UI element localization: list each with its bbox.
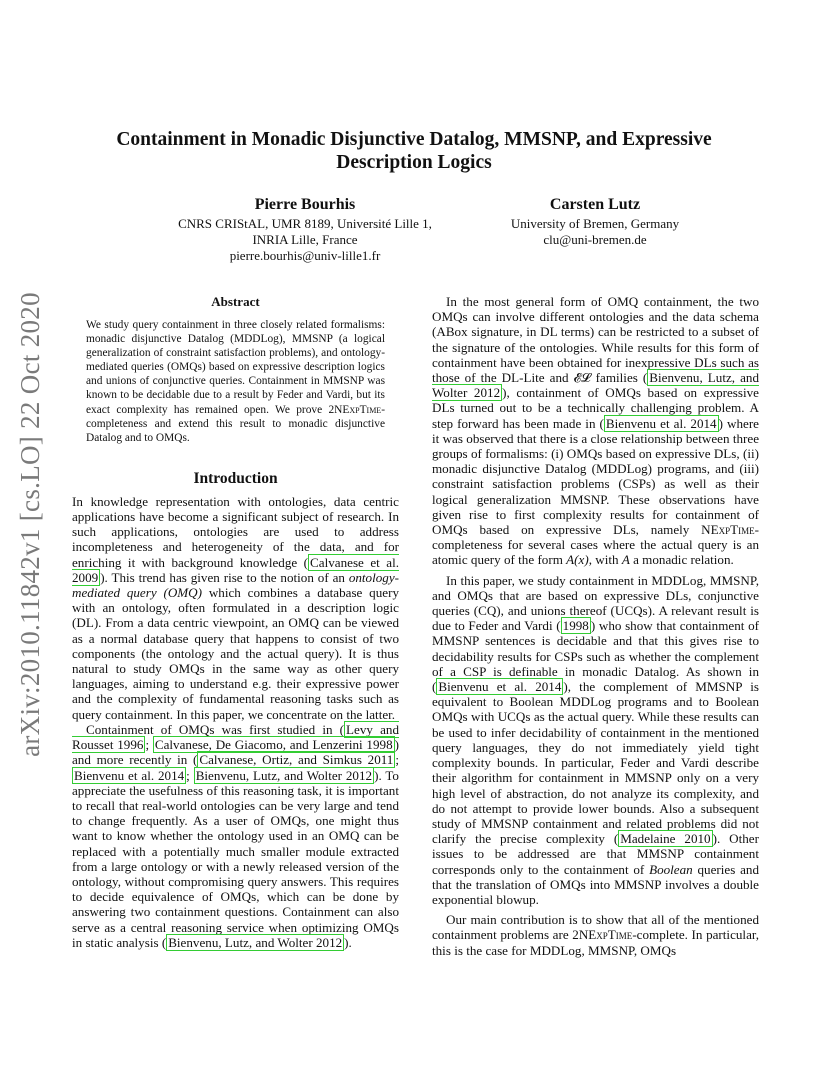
citation-link[interactable]: Madelaine 2010 bbox=[620, 831, 711, 847]
emphasis: ontology-mediated query (OMQ) bbox=[72, 569, 399, 601]
author-block-1 bbox=[150, 195, 460, 264]
paper-title bbox=[90, 128, 738, 174]
author-email: pierre.bourhis@univ-lille1.fr bbox=[229, 248, 381, 263]
author-name: Pierre Bourhis bbox=[254, 196, 356, 213]
author-affiliation: INRIA Lille, France bbox=[252, 232, 358, 247]
paragraph: In the most general form of OMQ containment, the two OMQs can involve different ontologies and the data schema (ABox signature, in DL terms) can be restricted to a subset of the signature of the ontologies. While results for this form of containment have been obtained for inexpressive DLs such as those of the DL-Lite and 𝓔𝓛 families ( Bienvenu, Lutz, and Wolter 2012 ), containment of OMQs based on expressive DLs turned out to be a technically challenging problem. A step forward has been made in ( Bienvenu et al. 2014 ) where it was observed that there is a close relationship between three groups of formalisms: (i) OMQs based on expressive DLs, (ii) monadic disjunctive Datalog (MDDLog) programs, and (iii) constraint satisfaction problems (CSPs) as well as their logical generalization MMSNP. These observations have given rise to first complexity results for containment of OMQs based on expressive DLs, namely NExpTime-completeness for several cases where the actual query is an atomic query of the form A(x), with A a monadic relation. bbox=[432, 294, 759, 568]
author-block-2 bbox=[470, 195, 720, 248]
title-line-1: Containment in Monadic Disjunctive Datalog, MMSNP, and Expressive bbox=[116, 129, 712, 150]
citation-link[interactable]: Bienvenu, Lutz, and Wolter 2012 bbox=[195, 767, 373, 783]
math-formula: A(x) bbox=[566, 552, 589, 568]
title-line-2: Description Logics bbox=[336, 152, 492, 173]
right-column bbox=[432, 294, 759, 958]
author-affiliation: University of Bremen, Germany bbox=[510, 216, 680, 231]
el-symbol: 𝓔𝓛 bbox=[573, 370, 591, 386]
author-email: clu@uni-bremen.de bbox=[543, 232, 647, 247]
arxiv-identifier-text: arXiv:2010.11842v1 [cs.LO] 22 Oct 2020 bbox=[14, 291, 45, 757]
author-affiliation: CNRS CRIStAL, UMR 8189, Université Lille 1, bbox=[178, 216, 432, 231]
paragraph: In this paper, we study containment in MDDLog, MMSNP, and OMQs that are based on expressive DLs, conjunctive queries (CQ), and unions thereof (UCQs). A relevant result is due to Feder and Vardi ( 1998 ) who show that containment of MMSNP sentences is decidable and that this gives rise to decidability results for CSPs such as whether the complement of a CSP is definable in monadic Datalog. As shown in ( Bienvenu et al. 2014 ), the complement of MMSNP is equivalent to Boolean MDDLog programs and to Boolean OMQs with UCQs as the actual query. While these results can be used to infer decidability of containment in the mentioned query languages, they do not immediately yield tight complexity bounds. In particular, Feder and Vardi describe their algorithm for containment in MMSNP only on a very high level of abstraction, do not analyze its complexity, and do not attempt to provide lower bounds. Also a subsequent study of MMSNP containment and related problems did not clarify the precise complexity ( Madelaine 2010 ). Other issues to be addressed are that MMSNP containment corresponds only to the containment of Boolean queries and that the translation of OMQs into MMSNP involves a double exponential blowup. bbox=[432, 572, 760, 907]
left-column bbox=[72, 294, 399, 950]
author-name: Carsten Lutz bbox=[549, 196, 641, 213]
citation-link[interactable]: Bienvenu, Lutz, and Wolter 2012 bbox=[432, 370, 759, 401]
abstract-heading: Abstract bbox=[211, 294, 260, 309]
paragraph: Containment of OMQs was first studied in ( Levy and Rousset 1996 ; Calvanese, De Giacomo, and Lenzerini 1998 ) and more recently in ( Calvanese, Ortiz, and Simkus 2011 ; Bienvenu et al. 2014 ; Bienvenu, Lutz, and Wolter 2012 ). To appreciate the usefulness of this reasoning task, it is important to recall that real-world ontologies can be very large and tend to change frequently. As a user of OMQs, one might thus want to know whether the ontology used in an OMQ can be replaced with a potentially much smaller module extracted from a large ontology or with a newly released version of the ontology, without compromising query answers. This requires to decide equivalence of OMQs, which can be done by answering two containment questions. Containment can also serve as a central reasoning service when optimizing OMQs in static analysis ( Bienvenu, Lutz, and Wolter 2012 ). bbox=[72, 721, 400, 950]
introduction-heading: Introduction bbox=[193, 469, 278, 487]
complexity-class: NExpTime bbox=[701, 522, 755, 538]
arxiv-side-identifier bbox=[10, 288, 50, 760]
emphasis: Boolean bbox=[649, 861, 693, 877]
complexity-class: NExpTime bbox=[578, 927, 633, 943]
complexity-class: NExpTime bbox=[334, 403, 382, 416]
citation-link[interactable]: Bienvenu et al. 2014 bbox=[74, 767, 185, 783]
citation-link[interactable]: 1998 bbox=[562, 618, 589, 634]
citation-link[interactable]: Calvanese, De Giacomo, and Lenzerini 1998 bbox=[154, 737, 393, 753]
citation-link[interactable]: Levy and Rousset 1996 bbox=[72, 721, 400, 753]
citation-link[interactable]: Calvanese, Ortiz, and Simkus 2011 bbox=[199, 752, 394, 768]
citation-link[interactable]: Bienvenu, Lutz, and Wolter 2012 bbox=[168, 934, 343, 950]
paragraph: Our main contribution is to show that all of the mentioned containment problems are 2NExpTime-complete. In particular, this is the case for MDDLog, MMSNP, OMQs bbox=[432, 912, 759, 958]
citation-link[interactable]: Bienvenu et al. 2014 bbox=[438, 679, 562, 695]
math-variable: A bbox=[621, 552, 630, 568]
citation-link[interactable]: Bienvenu et al. 2014 bbox=[605, 415, 717, 431]
citation-link[interactable]: Calvanese et al. 2009 bbox=[72, 554, 399, 585]
abstract-text: We study query containment in three closely related formalisms: monadic disjunctive Datalog (MDDLog), MMSNP (a logical generalization of constraint satisfaction problems), and ontology-mediated queries (OMQs) based on expressive description logics and unions of conjunctive queries. Containment in MMSNP was known to be decidable due to a result by Feder and Vardi, but its exact complexity has remained open. We prove 2NExpTime-completeness and extend this result to monadic disjunctive Datalog and to OMQs. bbox=[86, 319, 385, 444]
paragraph: In knowledge representation with ontologies, data centric applications have become a significant subject of research. In such applications, ontologies are used to address incompleteness and heterogeneity of the data, and for enriching it with background knowledge ( Calvanese et al. 2009 ). This trend has given rise to the notion of an ontology-mediated query (OMQ) which combines a database query with an ontology, often formulated in a description logic (DL). From a data centric viewpoint, an OMQ can be viewed as a normal database query that happens to consist of two components (the ontology and the actual query). It is thus natural to study OMQs in the same way as other query languages, aiming to understand e.g. their expressive power and the complexity of fundamental reasoning tasks such as query containment. In this paper, we concentrate on the latter. bbox=[72, 493, 399, 722]
